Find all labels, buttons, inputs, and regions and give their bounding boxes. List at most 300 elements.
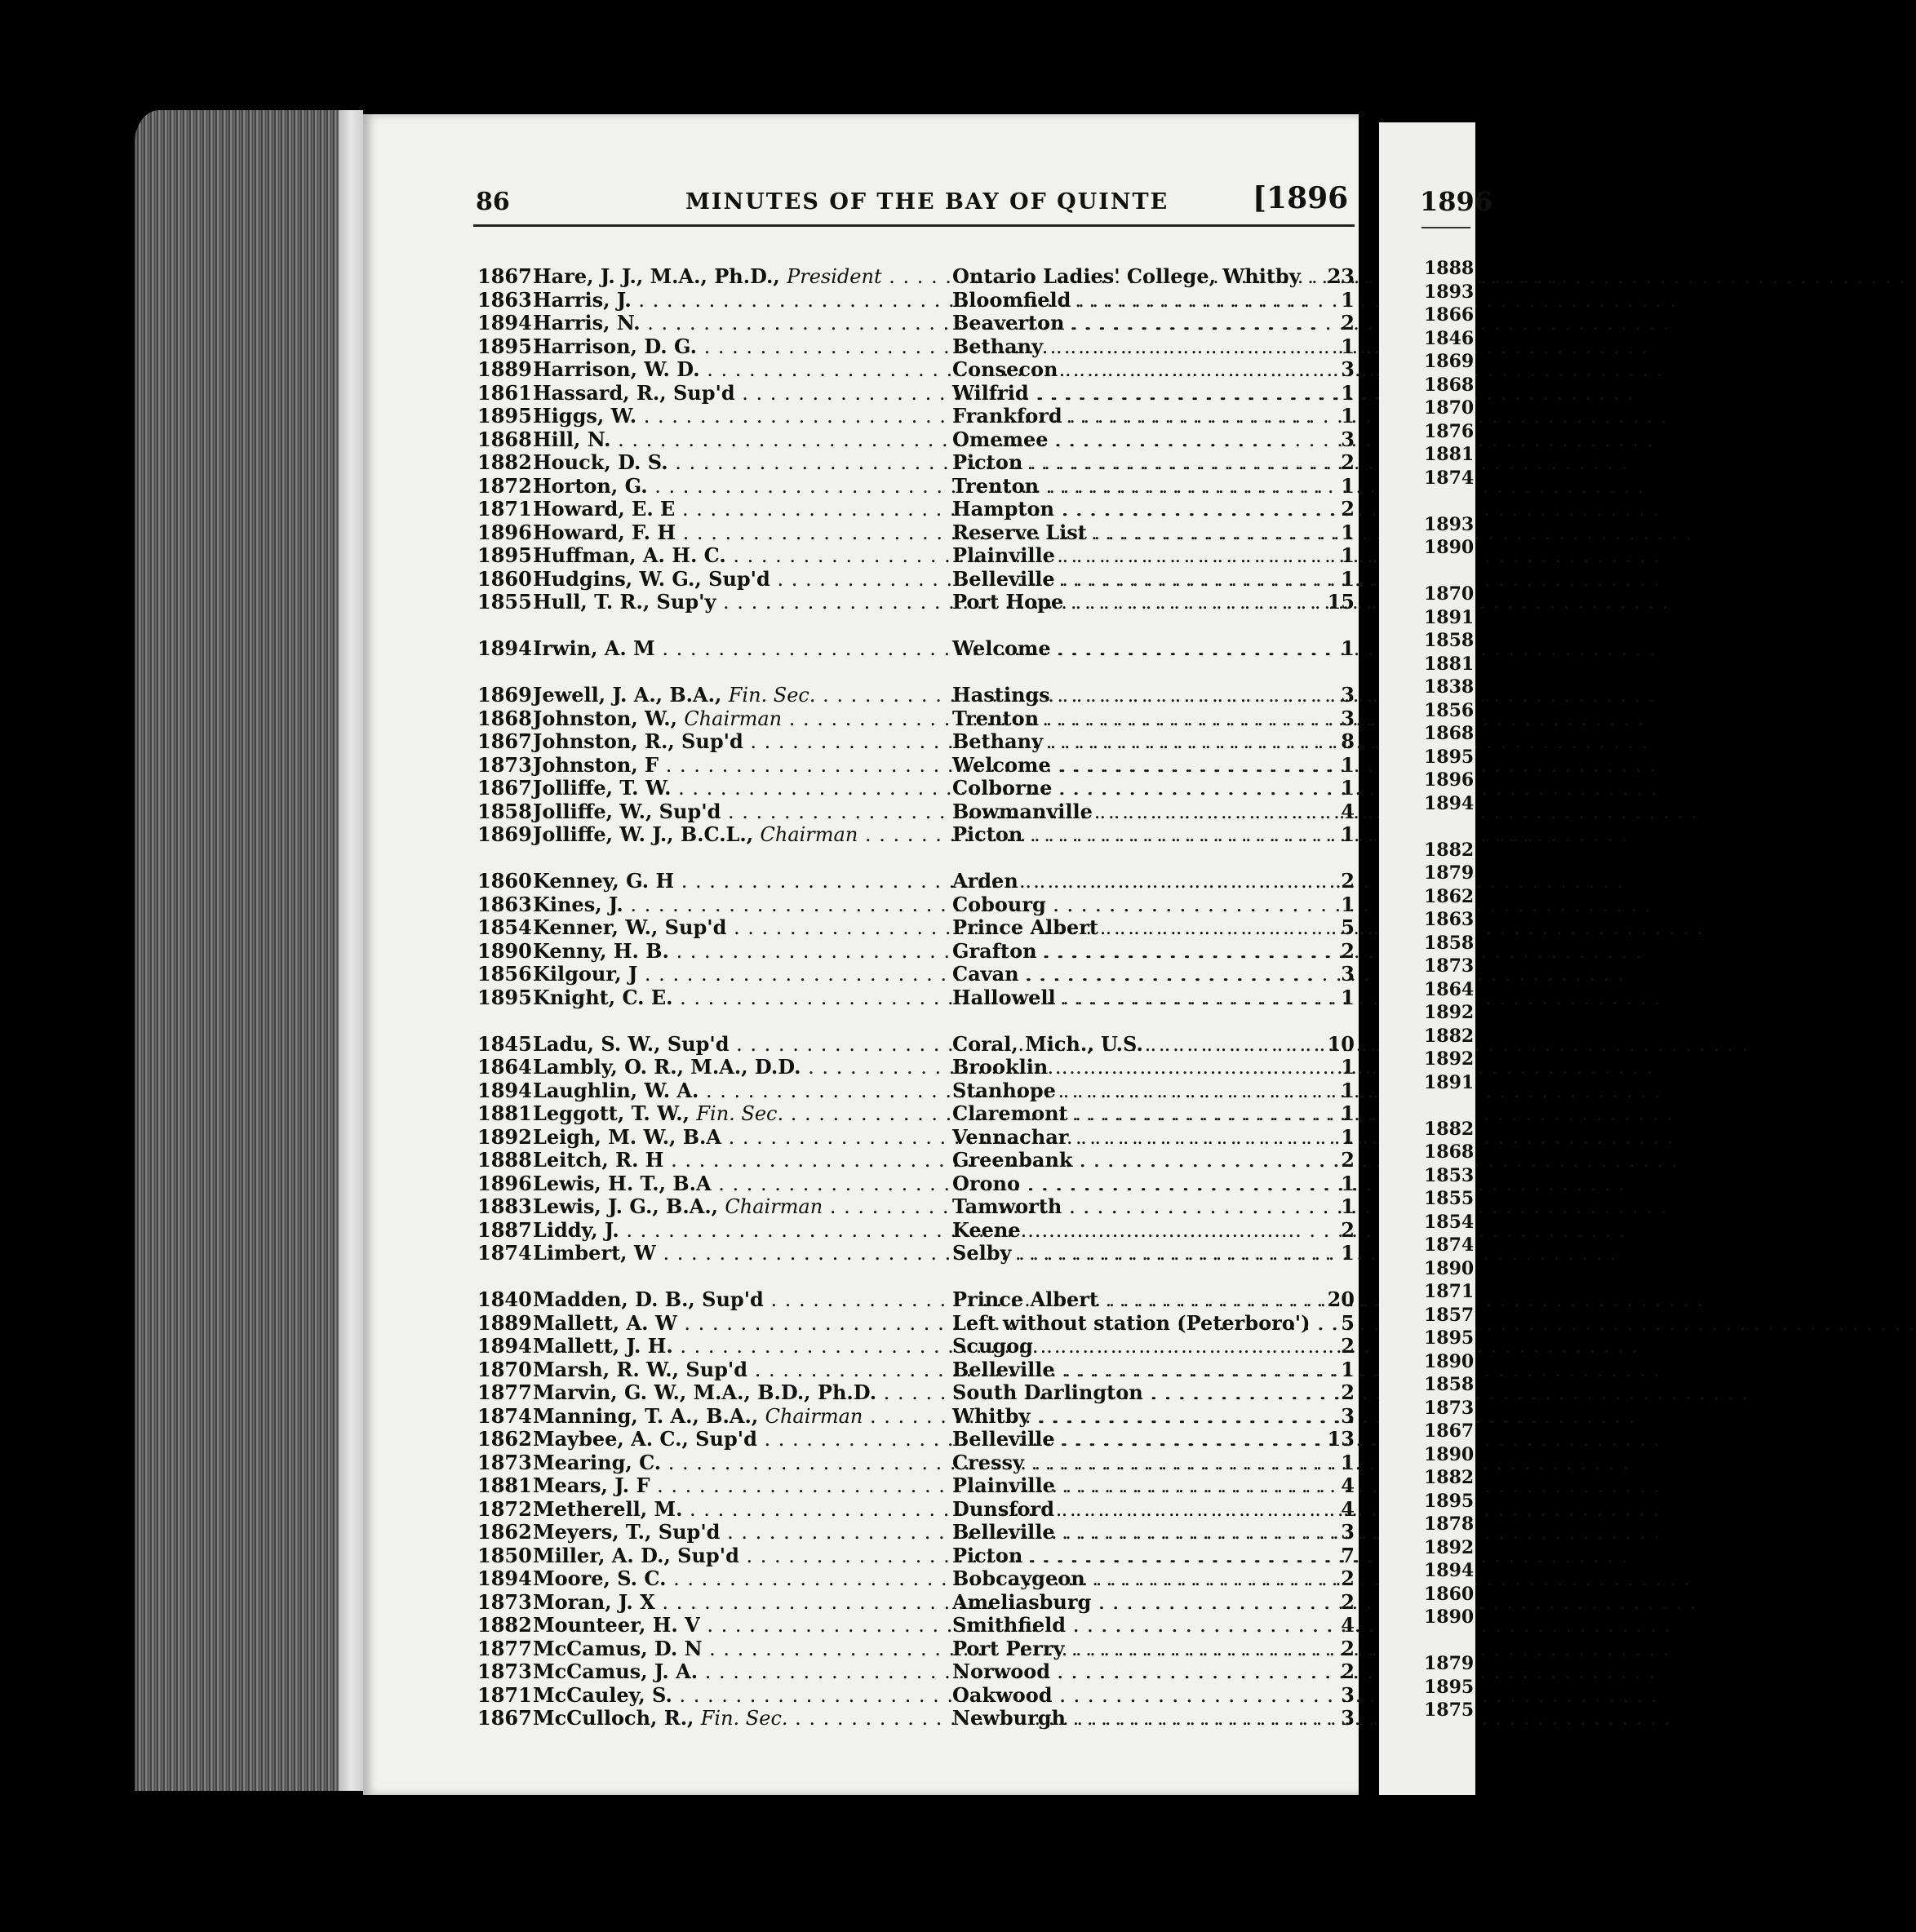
adjacent-year-column [1424,257,1473,1722]
years-count: 2 [1341,1566,1355,1590]
minister-name [533,498,949,521]
years-count: 13 [1327,1427,1355,1451]
years-count: 15 [1327,590,1355,614]
entry-year: 1894 [477,1078,532,1102]
minister-name-text: Kilgour, J [533,962,638,986]
minister-name [533,1126,949,1150]
years-count: 2 [1341,938,1355,963]
adjacent-year: 1873 [1424,1397,1475,1419]
adjacent-year: 1868 [1424,723,1475,744]
minister-row [477,963,1355,986]
minister-name [533,684,949,707]
entry-year: 1871 [477,497,532,521]
entry-year: 1864 [477,1055,532,1079]
years-count: 4 [1341,799,1355,823]
running-title: MINUTES OF THE BAY OF QUINTE [685,189,1169,215]
entry-year: 1895 [477,334,532,358]
station-name: Whitby . . . [952,1405,1311,1429]
minister-row [477,1358,1355,1382]
minister-name-text: Leggott, T. W., [533,1101,690,1125]
minister-row [477,1312,1355,1336]
years-count: 1 [1341,543,1355,567]
minister-name-text: Harrison, D. G. [533,334,697,358]
entry-year: 1888 [477,1148,532,1172]
years-count: 1 [1341,985,1355,1009]
adjacent-year: 1868 [1424,374,1475,396]
minister-row [477,800,1355,824]
entry-year: 1867 [477,729,532,753]
minister-name-text: Horton, G. [533,473,648,498]
adjacent-year: 1888 [1424,258,1475,279]
book-page-edges [135,110,363,1791]
minister-name-text: Moore, S. C. [533,1566,667,1590]
station-name: Omemee . . . [952,428,1311,452]
minister-name [533,893,949,917]
minister-name [533,1428,949,1451]
station-name: Left without station (Peterboro') . . . [952,1312,1311,1336]
adjacent-year: 1856 [1424,699,1475,721]
minister-row [477,1637,1355,1661]
station-name: Ontario Ladies' College, Whitby . . . [952,265,1311,289]
years-count: 3 [1341,1403,1355,1428]
adjacent-year: 1882 [1424,839,1475,861]
minister-name-text: Marsh, R. W., Sup'd [533,1357,748,1381]
minister-name-text: Jolliffe, W. J., B.C.L., [533,822,754,846]
station-name: Belleville . . . [952,1521,1311,1544]
minister-row [477,1567,1355,1591]
minister-name [533,1056,949,1079]
years-count: 1 [1341,1194,1355,1218]
minister-row [477,1660,1355,1684]
minister-row [477,289,1355,312]
minister-name [533,986,949,1010]
years-count: 3 [1341,427,1355,451]
years-count: 1 [1341,334,1355,358]
station-name: Smithfield . . . [952,1614,1311,1637]
minister-name [533,382,949,405]
years-count: 1 [1341,1078,1355,1102]
adjacent-year: 1892 [1424,1048,1475,1070]
adjacent-year: 1895 [1424,1327,1475,1349]
minister-name-text: Mounteer, H. V [533,1613,700,1637]
station-name: Brooklin . . . [952,1056,1311,1079]
entry-year: 1874 [477,1403,532,1428]
station-name: Norwood . . . [952,1660,1311,1684]
station-name: Hampton . . . [952,498,1311,521]
years-count: 2 [1341,311,1355,335]
adjacent-year: 1867 [1424,1420,1475,1442]
station-name: Bobcaygeon . . . [952,1567,1311,1591]
minister-row [477,451,1355,475]
section-gap [477,847,1355,871]
minister-row [477,870,1355,893]
minister-name-text: Lambly, O. R., M.A., D.D. [533,1055,801,1079]
minister-row [477,637,1355,661]
minister-role: Fin. Sec. [728,684,816,707]
adjacent-year: 1869 [1424,351,1475,372]
minister-row [477,1288,1355,1312]
minister-row [477,498,1355,521]
station-name: Selby . . . [952,1242,1311,1265]
minister-name [533,1242,949,1265]
minister-row [477,1591,1355,1615]
adjacent-year: 1858 [1424,1374,1475,1395]
entry-year: 1871 [477,1682,532,1707]
minister-name [533,451,949,475]
minister-name-text: Kines, J. [533,892,623,916]
minister-name [533,405,949,428]
minister-name-text: Ladu, S. W., Sup'd [533,1031,730,1056]
entry-year: 1873 [477,1659,532,1683]
years-count: 2 [1341,1636,1355,1660]
years-count: 1 [1341,1357,1355,1381]
years-count: 8 [1341,729,1355,753]
years-count: 1 [1341,566,1355,591]
years-count: 1 [1341,1241,1355,1265]
minister-row [477,568,1355,592]
adjacent-year: 1854 [1424,1211,1475,1233]
minister-role: Fin. Sec. [696,1102,784,1125]
minister-row [477,1079,1355,1103]
minister-row [477,1381,1355,1405]
minister-name-text: Limbert, W [533,1241,656,1265]
minister-name-text: Jewell, J. A., B.A., [533,683,722,707]
adjacent-header-rule [1421,227,1470,228]
minister-row [477,405,1355,428]
years-count: 5 [1341,1310,1355,1335]
adjacent-page [1379,122,1493,1795]
adjacent-year: 1895 [1424,1490,1475,1512]
entry-year: 1855 [477,590,532,614]
station-name: Prince Albert . . . [952,1288,1311,1312]
minister-name [533,1381,949,1405]
entry-year: 1895 [477,543,532,567]
minister-name [533,521,949,545]
entry-year: 1882 [477,450,532,474]
entry-year: 1895 [477,985,532,1009]
minister-name-text: Laughlin, W. A. [533,1078,699,1102]
minister-name-text: Harris, N. [533,311,641,335]
minister-name [533,1219,949,1243]
minister-name [533,1614,949,1637]
adjacent-year: 1879 [1424,862,1475,884]
adjacent-year: 1890 [1424,537,1475,558]
minister-name [533,1474,949,1498]
station-name: Port Hope . . . [952,591,1311,614]
adjacent-year: 1868 [1424,1141,1475,1163]
entry-year: 1894 [477,1566,532,1590]
entry-year: 1863 [477,892,532,916]
minister-row [477,1056,1355,1079]
adjacent-year: 1882 [1424,1025,1475,1047]
minister-name-text: Marvin, G. W., M.A., B.D., Ph.D. [533,1380,877,1404]
adjacent-year: 1874 [1424,1234,1475,1256]
entry-year: 1869 [477,822,532,846]
adjacent-year: 1891 [1424,606,1475,628]
years-count: 3 [1341,706,1355,730]
years-count: 4 [1341,1496,1355,1521]
adjacent-year: 1892 [1424,1002,1475,1023]
years-count: 1 [1341,473,1355,498]
minister-row [477,1474,1355,1498]
station-name: Cobourg . . . [952,893,1311,917]
minister-row [477,521,1355,545]
minister-name-text: Hare, J. J., M.A., Ph.D., [533,264,780,288]
station-name: Picton . . . [952,451,1311,475]
minister-name-text: McCamus, D. N [533,1636,703,1660]
minister-role: Fin. Sec. [700,1707,788,1730]
section-gap [477,1265,1355,1289]
station-name: Cressy . . . [952,1451,1311,1475]
adjacent-year: 1895 [1424,1676,1475,1698]
minister-name-text: Higgs, W. [533,404,637,428]
minister-row [477,475,1355,499]
adjacent-year: 1894 [1424,1560,1475,1581]
years-count: 1 [1341,892,1355,916]
minister-name [533,777,949,800]
adjacent-year: 1893 [1424,281,1475,303]
minister-name [533,1033,949,1057]
adjacent-year: 1866 [1424,304,1475,326]
minister-name-text: Leitch, R. H [533,1148,664,1172]
minister-name-text: Harris, J. [533,287,632,312]
minister-name-text: McCamus, J. A. [533,1659,699,1683]
minister-row [477,1335,1355,1358]
years-count: 1 [1341,1124,1355,1149]
minister-name [533,800,949,824]
minister-row [477,312,1355,335]
station-name: Greenbank . . . [952,1149,1311,1172]
adjacent-year: 1878 [1424,1513,1475,1535]
adjacent-year: 1895 [1424,746,1475,768]
years-count: 1 [1341,404,1355,428]
minister-name-text: Johnston, F [533,752,659,777]
minister-name [533,1498,949,1522]
years-count: 3 [1341,1706,1355,1730]
station-name: Grafton . . . [952,940,1311,964]
minister-row [477,544,1355,568]
years-count: 1 [1341,1171,1355,1195]
station-name: Welcome . . . [952,754,1311,778]
minister-name [533,870,949,893]
entry-year: 1881 [477,1473,532,1497]
adjacent-year: 1876 [1424,420,1475,442]
years-count: 2 [1341,1334,1355,1358]
adjacent-year: 1864 [1424,978,1475,1000]
minister-name-text: Harrison, W. D. [533,357,700,381]
years-count: 2 [1341,497,1355,521]
minister-name-text: Houck, D. S. [533,450,668,474]
minister-role: Chairman [684,707,783,730]
minister-name [533,1544,949,1568]
station-name: Coral, Mich., U.S. . . . [952,1033,1311,1057]
minister-name [533,1660,949,1684]
entry-year: 1873 [477,752,532,777]
minister-name [533,358,949,382]
adjacent-year: 1853 [1424,1164,1475,1186]
minister-name-text: Mearing, C. [533,1450,662,1474]
adjacent-year: 1882 [1424,1118,1475,1140]
entry-year: 1892 [477,1124,532,1149]
station-name: Bloomfield . . . [952,289,1311,312]
station-name: Plainville . . . [952,544,1311,568]
minister-name [533,1335,949,1358]
years-count: 1 [1341,1101,1355,1125]
minister-name [533,1405,949,1429]
entry-year: 1862 [477,1520,532,1544]
minister-name [533,265,949,289]
adjacent-year: 1882 [1424,1467,1475,1488]
minister-name-text: McCulloch, R., [533,1706,694,1730]
entry-year: 1863 [477,287,532,312]
minister-name [533,1312,949,1336]
minister-row [477,591,1355,614]
entry-year: 1882 [477,1613,532,1637]
station-name: Tamworth . . . [952,1195,1311,1219]
minister-row [477,1405,1355,1429]
minister-row [477,730,1355,754]
adjacent-year [1424,1094,1473,1118]
minister-name-text: Hassard, R., Sup'd [533,380,735,405]
minister-name-text: Mallett, A. W [533,1310,677,1335]
minister-role: Chairman [725,1195,823,1218]
minister-name-text: Kenner, W., Sup'd [533,915,727,939]
entry-year: 1872 [477,473,532,498]
years-count: 1 [1341,1055,1355,1079]
entry-year: 1895 [477,404,532,428]
entry-year: 1856 [477,962,532,986]
minister-name [533,1288,949,1312]
minister-name [533,1707,949,1730]
minister-row [477,684,1355,707]
minister-role: Chairman [760,823,858,846]
station-name: Belleville . . . [952,1358,1311,1382]
minister-row [477,1451,1355,1475]
adjacent-year: 1871 [1424,1281,1475,1302]
station-name: Orono . . . [952,1172,1311,1196]
adjacent-year: 1890 [1424,1606,1475,1628]
adjacent-year: 1860 [1424,1583,1475,1605]
adjacent-year: 1890 [1424,1257,1475,1279]
years-count: 7 [1341,1543,1355,1567]
minister-name [533,568,949,592]
entry-year: 1861 [477,380,532,405]
minister-name-text: Lewis, H. T., B.A [533,1171,712,1195]
minister-name [533,1451,949,1475]
adjacent-year: 1891 [1424,1071,1475,1093]
minister-name-text: Kenny, H. B. [533,938,669,963]
station-name: Trenton . . . [952,475,1311,499]
years-count: 3 [1341,1520,1355,1544]
entry-year: 1877 [477,1636,532,1660]
adjacent-year [1424,560,1473,583]
station-name: Newburgh . . . [952,1707,1311,1730]
entry-year: 1883 [477,1194,532,1218]
adjacent-year [1424,815,1473,839]
adjacent-year: 1846 [1424,327,1475,349]
adjacent-year: 1881 [1424,653,1475,675]
minister-name-text: Lewis, J. G., B.A., [533,1194,719,1218]
minister-name-text: McCauley, S. [533,1682,672,1707]
years-count: 1 [1341,636,1355,660]
station-name: Dunsford . . . [952,1498,1311,1522]
minister-name [533,1684,949,1708]
station-name: Hallowell . . . [952,986,1311,1010]
minister-list [477,265,1355,1730]
station-name: Hastings . . . [952,684,1311,707]
entry-year: 1867 [477,264,532,288]
minister-row [477,823,1355,847]
minister-name [533,730,949,754]
station-name: Scugog . . . [952,1335,1311,1358]
entry-year: 1896 [477,1171,532,1195]
minister-name [533,312,949,335]
station-name: Wilfrid . . . [952,382,1311,405]
station-name: Picton . . . [952,823,1311,847]
minister-role: Chairman [765,1404,863,1428]
adjacent-year: 1838 [1424,676,1475,698]
book-page [363,114,1359,1795]
years-count: 2 [1341,1380,1355,1404]
entry-year: 1887 [477,1217,532,1242]
years-count: 10 [1327,1031,1355,1056]
entry-year: 1854 [477,915,532,939]
station-name: Oakwood . . . [952,1684,1311,1708]
minister-row [477,265,1355,289]
entry-year: 1867 [477,776,532,800]
station-name: Picton . . . [952,1544,1311,1568]
years-count: 1 [1341,822,1355,846]
minister-name [533,1079,949,1103]
minister-row [477,893,1355,917]
minister-name-text: Jolliffe, W., Sup'd [533,799,721,823]
minister-row [477,1033,1355,1057]
entry-year: 1873 [477,1589,532,1614]
adjacent-year: 1881 [1424,444,1475,465]
minister-name [533,1567,949,1591]
adjacent-year: 1879 [1424,1653,1475,1674]
years-count: 2 [1341,450,1355,474]
minister-name-text: Irwin, A. M [533,636,655,660]
minister-name [533,289,949,312]
entry-year: 1860 [477,566,532,591]
entry-year: 1894 [477,1334,532,1358]
years-count: 2 [1341,1217,1355,1242]
entry-year: 1877 [477,1380,532,1404]
years-count: 1 [1341,752,1355,777]
minister-row [477,986,1355,1010]
entry-year: 1889 [477,1310,532,1335]
station-name: Ameliasburg . . . [952,1591,1311,1615]
section-gap [477,1009,1355,1033]
minister-name [533,475,949,499]
minister-name [533,1149,949,1172]
station-name: Frankford . . . [952,405,1311,428]
minister-row [477,754,1355,778]
entry-year: 1858 [477,799,532,823]
years-count: 5 [1341,915,1355,939]
minister-row [477,1544,1355,1568]
minister-row [477,1498,1355,1522]
section-gap [477,614,1355,638]
entry-year: 1868 [477,427,532,451]
minister-row [477,1614,1355,1637]
station-name: Bowmanville . . . [952,800,1311,824]
adjacent-year [1424,1629,1473,1653]
minister-row [477,1242,1355,1265]
minister-row [477,1172,1355,1196]
minister-name [533,1102,949,1126]
